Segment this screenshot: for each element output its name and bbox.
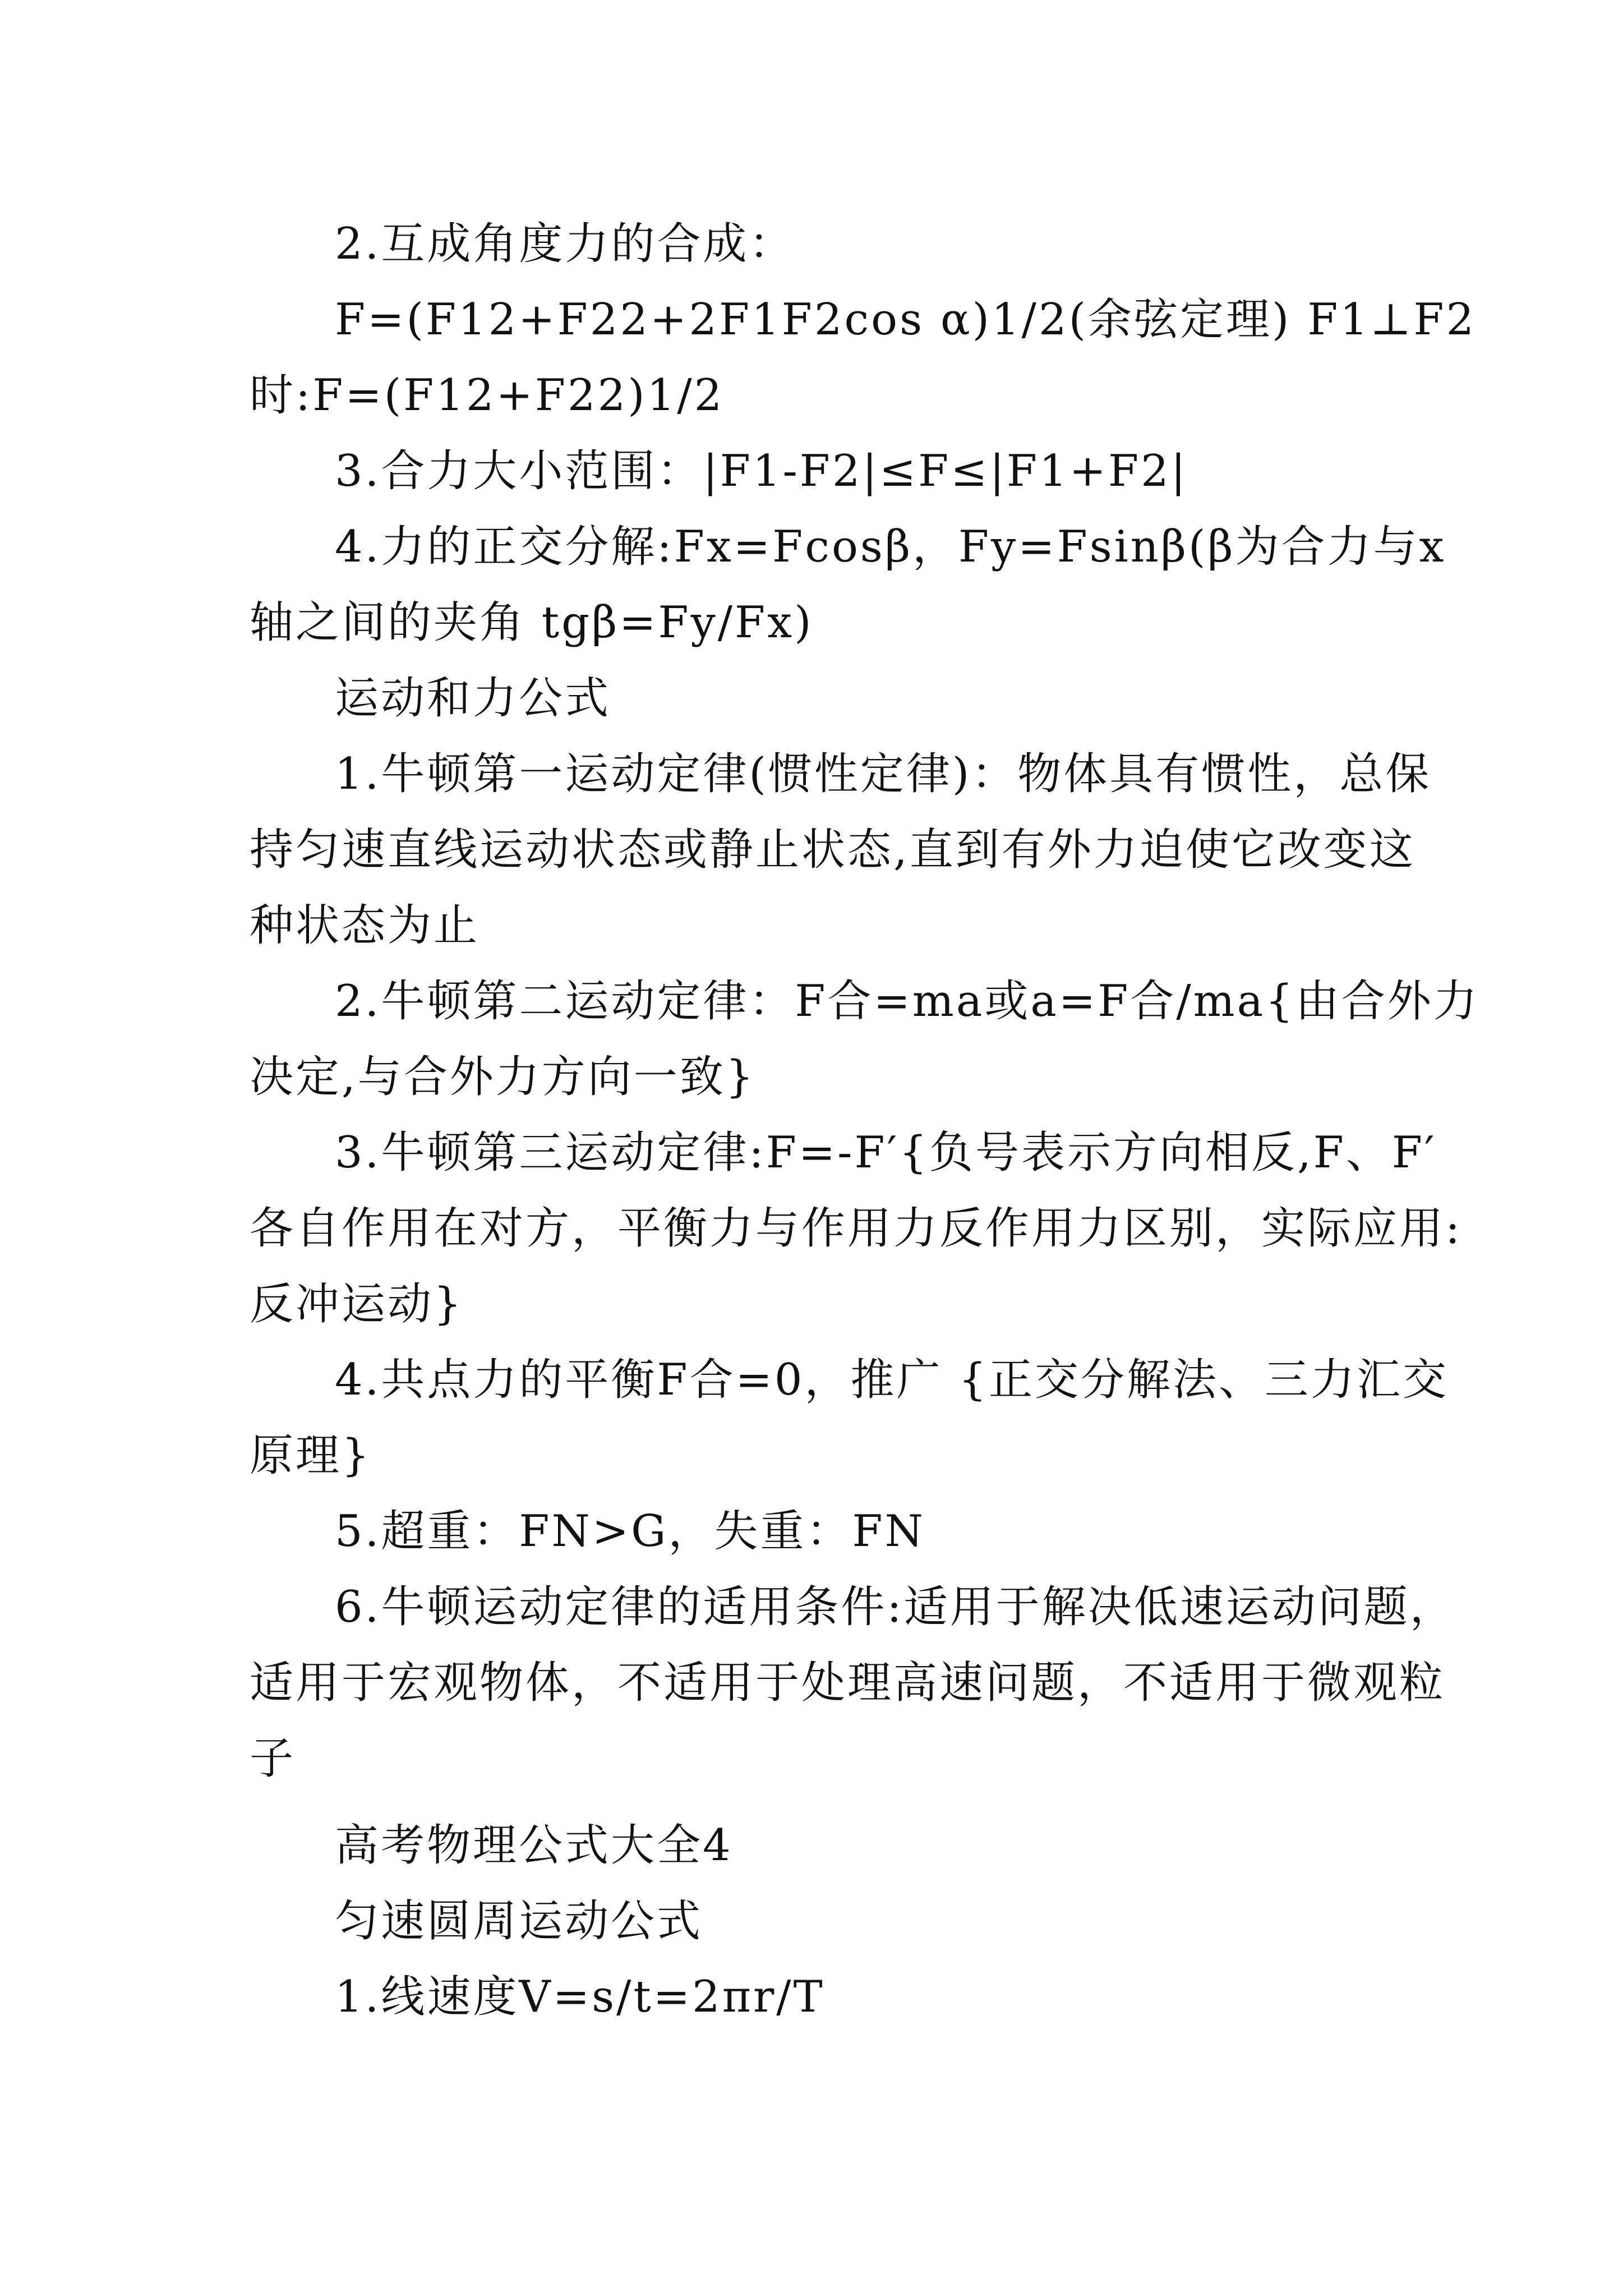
orthogonal-decomposition: 4.力的正交分解:Fx=Fcosβ，Fy=Fsinβ(β为合力与x: [335, 522, 1446, 572]
newton-third-law: 3.牛顿第三运动定律:F=-F′{负号表示方向相反,F、F′: [335, 1128, 1437, 1178]
newton-law-conditions-cont-2: 子: [250, 1733, 296, 1784]
overweight-weightless: 5.超重：FN>G，失重：FN: [335, 1506, 925, 1557]
heading-composition-angle: 2.互成角度力的合成：: [335, 219, 795, 269]
newton-second-law-cont: 决定,与合外力方向一致}: [250, 1052, 756, 1102]
newton-first-law-cont-1: 持匀速直线运动状态或静止状态,直到有外力迫使它改变这: [250, 825, 1415, 875]
section-title-circular-motion: 匀速圆周运动公式: [335, 1896, 703, 1947]
newton-third-law-cont-2: 反冲运动}: [250, 1279, 464, 1329]
newton-second-law: 2.牛顿第二运动定律：F合=ma或a=F合/ma{由合外力: [335, 976, 1479, 1027]
newton-law-conditions: 6.牛顿运动定律的适用条件:适用于解决低速运动问题，: [335, 1582, 1456, 1632]
section-title-formulas-4: 高考物理公式大全4: [335, 1820, 733, 1871]
concurrent-force-equilibrium-cont: 原理}: [250, 1430, 372, 1481]
orthogonal-decomposition-cont: 轴之间的夹角 tgβ=Fy/Fx): [250, 597, 814, 648]
resultant-range: 3.合力大小范围：|F1-F2|≤F≤|F1+F2|: [335, 446, 1188, 496]
formula-perpendicular: 时:F=(F12+F22)1/2: [250, 370, 725, 421]
newton-third-law-cont-1: 各自作用在对方，平衡力与作用力反作用力区别，实际应用:: [250, 1203, 1463, 1254]
linear-velocity-formula: 1.线速度V=s/t=2πr/T: [335, 1972, 825, 2022]
concurrent-force-equilibrium: 4.共点力的平衡F合=0，推广 {正交分解法、三力汇交: [335, 1355, 1449, 1405]
formula-cosine-law: F=(F12+F22+2F1F2cos α)1/2(余弦定理) F1⊥F2: [335, 295, 1477, 345]
newton-law-conditions-cont-1: 适用于宏观物体，不适用于处理高速问题，不适用于微观粒: [250, 1658, 1446, 1708]
newton-first-law: 1.牛顿第一运动定律(惯性定律)：物体具有惯性，总保: [335, 749, 1432, 799]
section-title-motion-force: 运动和力公式: [335, 673, 611, 724]
newton-first-law-cont-2: 种状态为止: [250, 900, 480, 951]
